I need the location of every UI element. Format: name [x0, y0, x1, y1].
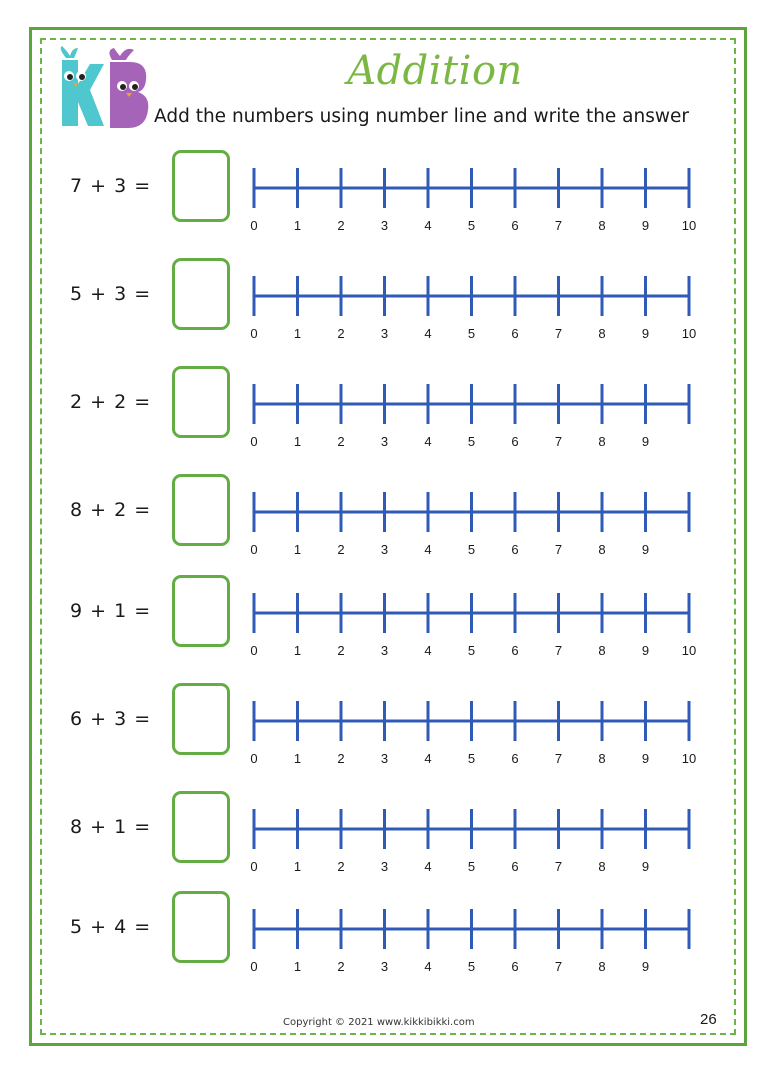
number-line-label: 1: [293, 643, 302, 658]
number-line-label: 0: [250, 751, 258, 766]
number-line-label: 10: [681, 218, 697, 233]
problem-row: [0, 575, 768, 665]
answer-box[interactable]: [172, 891, 230, 963]
number-line-label: 4: [424, 434, 432, 449]
number-line-label: 2: [337, 326, 345, 341]
number-line-label: 1: [293, 326, 302, 341]
number-line-label: 6: [511, 542, 519, 557]
page-title: Addition: [347, 48, 523, 94]
problem-row: [0, 366, 768, 456]
number-line-label: 7: [554, 643, 563, 658]
number-line-label: 10: [681, 643, 697, 658]
answer-box[interactable]: [172, 791, 230, 863]
equation-text: 2 + 2 =: [70, 391, 151, 413]
number-line-label: 5: [467, 218, 476, 233]
number-line-label: 0: [250, 959, 258, 974]
number-line-label: 6: [511, 859, 519, 874]
number-line-label: 1: [293, 542, 302, 557]
number-line-label: 10: [681, 326, 697, 341]
number-line-label: 4: [424, 542, 432, 557]
number-line-label: 9: [641, 434, 650, 449]
number-line-label: 5: [467, 959, 476, 974]
kb-logo-icon: [52, 46, 152, 132]
number-line-label: 1: [293, 859, 302, 874]
number-line-label: 2: [337, 218, 345, 233]
number-line-label: 3: [380, 751, 389, 766]
number-line: [240, 687, 710, 767]
number-line-label: 9: [641, 218, 650, 233]
page-number: 26: [700, 1011, 717, 1028]
number-line-label: 9: [641, 959, 650, 974]
number-line: [240, 154, 710, 234]
answer-box[interactable]: [172, 575, 230, 647]
number-line-label: 3: [380, 859, 389, 874]
number-line-label: 7: [554, 751, 563, 766]
number-line-label: 2: [337, 542, 345, 557]
problem-row: [0, 891, 768, 981]
number-line-label: 3: [380, 218, 389, 233]
problem-row: [0, 258, 768, 348]
number-line-label: 1: [293, 218, 302, 233]
number-line-label: 4: [424, 326, 432, 341]
copyright-text: Copyright © 2021 www.kikkibikki.com: [283, 1017, 475, 1028]
number-line: [240, 579, 710, 659]
number-line-label: 7: [554, 218, 563, 233]
number-line-label: 0: [250, 326, 258, 341]
number-line-label: 2: [337, 751, 345, 766]
problem-row: [0, 683, 768, 773]
problem-row: [0, 791, 768, 881]
number-line: [240, 795, 710, 875]
number-line-label: 9: [641, 643, 650, 658]
number-line-label: 6: [511, 434, 519, 449]
answer-box[interactable]: [172, 258, 230, 330]
number-line-label: 0: [250, 542, 258, 557]
number-line-label: 10: [681, 751, 697, 766]
equation-text: 9 + 1 =: [70, 600, 151, 622]
number-line-label: 0: [250, 218, 258, 233]
number-line-label: 4: [424, 218, 432, 233]
number-line-label: 5: [467, 326, 476, 341]
equation-text: 8 + 1 =: [70, 816, 151, 838]
number-line: [240, 262, 710, 342]
number-line-label: 6: [511, 643, 519, 658]
number-line-label: 8: [598, 859, 606, 874]
number-line-label: 0: [250, 643, 258, 658]
number-line-label: 1: [293, 959, 302, 974]
number-line-label: 2: [337, 643, 345, 658]
number-line-label: 5: [467, 434, 476, 449]
number-line-label: 8: [598, 326, 606, 341]
number-line-label: 8: [598, 959, 606, 974]
number-line-label: 6: [511, 218, 519, 233]
answer-box[interactable]: [172, 474, 230, 546]
number-line-label: 6: [511, 959, 519, 974]
number-line-label: 3: [380, 643, 389, 658]
number-line-label: 3: [380, 542, 389, 557]
number-line-label: 1: [293, 751, 302, 766]
number-line-label: 5: [467, 643, 476, 658]
answer-box[interactable]: [172, 366, 230, 438]
number-line-label: 7: [554, 326, 563, 341]
number-line-label: 4: [424, 859, 432, 874]
number-line-label: 6: [511, 751, 519, 766]
number-line-label: 8: [598, 434, 606, 449]
number-line-label: 5: [467, 859, 476, 874]
answer-box[interactable]: [172, 683, 230, 755]
number-line-label: 7: [554, 542, 563, 557]
equation-text: 8 + 2 =: [70, 499, 151, 521]
number-line-label: 3: [380, 959, 389, 974]
number-line-label: 2: [337, 434, 345, 449]
number-line-label: 7: [554, 434, 563, 449]
problem-row: [0, 474, 768, 564]
number-line-label: 0: [250, 434, 258, 449]
number-line-label: 4: [424, 643, 432, 658]
problem-row: [0, 150, 768, 240]
number-line-label: 9: [641, 751, 650, 766]
number-line-label: 8: [598, 643, 606, 658]
number-line: [240, 895, 710, 975]
number-line-label: 6: [511, 326, 519, 341]
equation-text: 5 + 3 =: [70, 283, 151, 305]
number-line-label: 0: [250, 859, 258, 874]
equation-text: 5 + 4 =: [70, 916, 151, 938]
number-line: [240, 478, 710, 558]
number-line-label: 8: [598, 542, 606, 557]
number-line-label: 1: [293, 434, 302, 449]
number-line-label: 3: [380, 326, 389, 341]
number-line-label: 4: [424, 751, 432, 766]
number-line-label: 4: [424, 959, 432, 974]
answer-box[interactable]: [172, 150, 230, 222]
number-line-label: 8: [598, 218, 606, 233]
number-line-label: 5: [467, 751, 476, 766]
number-line-label: 9: [641, 542, 650, 557]
number-line-label: 2: [337, 859, 345, 874]
equation-text: 6 + 3 =: [70, 708, 151, 730]
number-line-label: 5: [467, 542, 476, 557]
number-line-label: 2: [337, 959, 345, 974]
number-line-label: 9: [641, 326, 650, 341]
number-line-label: 8: [598, 751, 606, 766]
number-line-label: 7: [554, 959, 563, 974]
equation-text: 7 + 3 =: [70, 175, 151, 197]
number-line-label: 9: [641, 859, 650, 874]
instructions-text: Add the numbers using number line and write the answer: [154, 106, 690, 127]
number-line-label: 3: [380, 434, 389, 449]
number-line-label: 7: [554, 859, 563, 874]
number-line: [240, 370, 710, 450]
